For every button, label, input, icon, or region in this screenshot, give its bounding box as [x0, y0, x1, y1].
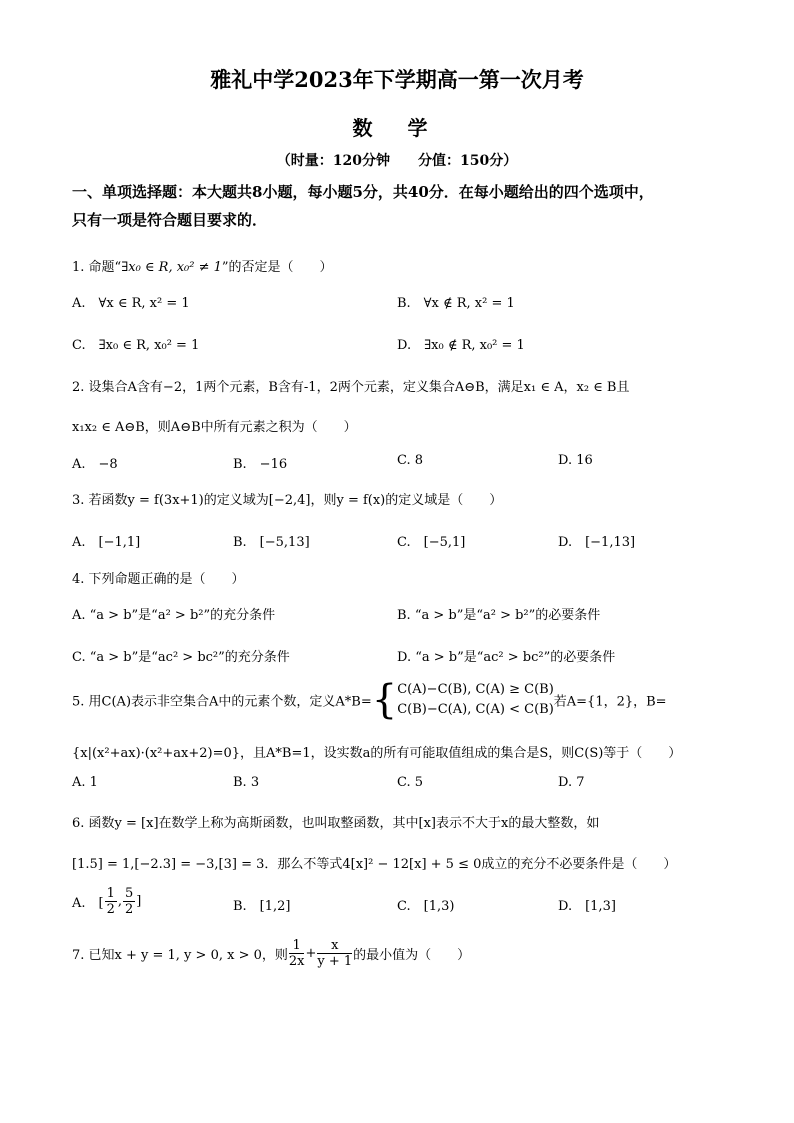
q5-option-b: B. 3: [233, 775, 260, 790]
q1-proposition: ∃x₀ ∈ R, x₀² ≠ 1: [121, 260, 222, 275]
exam-title: 雅礼中学2023年下学期高一第一次月考: [210, 67, 584, 92]
question-5-line2: {x|(x²+ax)·(x²+ax+2)=0}，且A*B=1，设实数a的所有可能取值组成的集合是S，则C(S)等于（ ）: [72, 746, 682, 761]
q1-option-b: B. ∀x ∉ R, x² = 1: [397, 296, 515, 311]
q1-option-a: A. ∀x ∈ R, x² = 1: [72, 296, 190, 311]
exam-meta: （时量：120分钟 分值：150分）: [276, 153, 518, 169]
q6-a-fraction-1: $\frac{1}{2}$: [106, 886, 115, 917]
q4-option-c: C. “a > b”是“ac² > bc²”的充分条件: [72, 650, 290, 665]
piecewise-definition: C(A)−C(B), C(A) ≥ C(B) C(B)−C(A), C(A) < C(B): [397, 682, 554, 717]
q6-option-d: D. [1,3]: [558, 899, 616, 914]
subject-title: 数 学: [352, 116, 442, 140]
q2-option-c: C. 8: [397, 453, 424, 468]
q3-option-d: D. [−1,13]: [558, 535, 636, 550]
q2-option-b: B. −16: [233, 457, 288, 472]
q5-option-d: D. 7: [558, 775, 585, 790]
q3-option-b: B. [−5,13]: [233, 535, 310, 550]
q2-option-a: A. −8: [72, 457, 118, 472]
section-heading-line1: 一、单项选择题：本大题共8小题，每小题5分，共40分．在每小题给出的四个选项中，: [72, 183, 654, 201]
question-6-line2: [1.5] = 1,[−2.3] = −3,[3] = 3．那么不等式4[x]² − 12[x] + 5 ≤ 0成立的充分不必要条件是（ ）: [72, 857, 677, 872]
q6-a-fraction-2: $\frac{5}{2}$: [125, 886, 134, 917]
q5-option-a: A. 1: [72, 775, 98, 790]
piecewise-brace: {: [371, 677, 398, 723]
question-4-stem: 4. 下列命题正确的是（ ）: [72, 572, 245, 587]
q6-option-a: A. [ $\frac{1}{2}$ , $\frac{5}{2}$ ]: [72, 886, 142, 917]
q4-option-a: A. “a > b”是“a² > b²”的充分条件: [72, 608, 276, 623]
q4-option-d: D. “a > b”是“ac² > bc²”的必要条件: [397, 650, 616, 665]
question-1-stem: 1. 命题“∃x₀ ∈ R, x₀² ≠ 1”的否定是（ ）: [72, 260, 333, 275]
q6-option-b: B. [1,2]: [233, 899, 291, 914]
q7-fraction-1: $\frac{1}{2x}$: [288, 938, 305, 969]
section-heading: [72, 178, 722, 234]
q5-option-c: C. 5: [397, 775, 424, 790]
question-3-stem: 3. 若函数y = f(3x+1)的定义域为[−2,4]，则y = f(x)的定义域是（ ）: [72, 493, 503, 508]
q6-option-c: C. [1,3): [397, 899, 455, 914]
question-7-stem: 7. 已知x + y = 1, y > 0, x > 0，则 $\frac{1}{2x}$ + $\frac{x}{y + 1}$ 的最小值为（ ）: [72, 938, 471, 969]
question-5-line1: 5. 用C(A)表示非空集合A中的元素个数，定义A*B={ C(A)−C(B), C(A) ≥ C(B) C(B)−C(A), C(A) < C(B) 若A={1，2}，B=: [72, 677, 667, 723]
question-2-line1: 2. 设集合A含有−2，1两个元素，B含有-1，2两个元素，定义集合A⊖B，满足x₁ ∈ A，x₂ ∈ B且: [72, 380, 630, 395]
q1-option-d: D. ∃x₀ ∉ R, x₀² = 1: [397, 338, 525, 353]
q3-option-a: A. [−1,1]: [72, 535, 141, 550]
q1-option-c: C. ∃x₀ ∈ R, x₀² = 1: [72, 338, 200, 353]
q4-option-b: B. “a > b”是“a² > b²”的必要条件: [397, 608, 601, 623]
question-2-line2: x₁x₂ ∈ A⊖B，则A⊖B中所有元素之积为（ ）: [72, 420, 357, 435]
question-6-line1: 6. 函数y = [x]在数学上称为高斯函数，也叫取整函数，其中[x]表示不大于x的最大整数，如: [72, 816, 600, 831]
section-heading-line2: 只有一项是符合题目要求的．: [72, 211, 268, 229]
q3-option-c: C. [−5,1]: [397, 535, 466, 550]
q2-option-d: D. 16: [558, 453, 593, 468]
q7-fraction-2: $\frac{x}{y + 1}$: [317, 938, 353, 969]
